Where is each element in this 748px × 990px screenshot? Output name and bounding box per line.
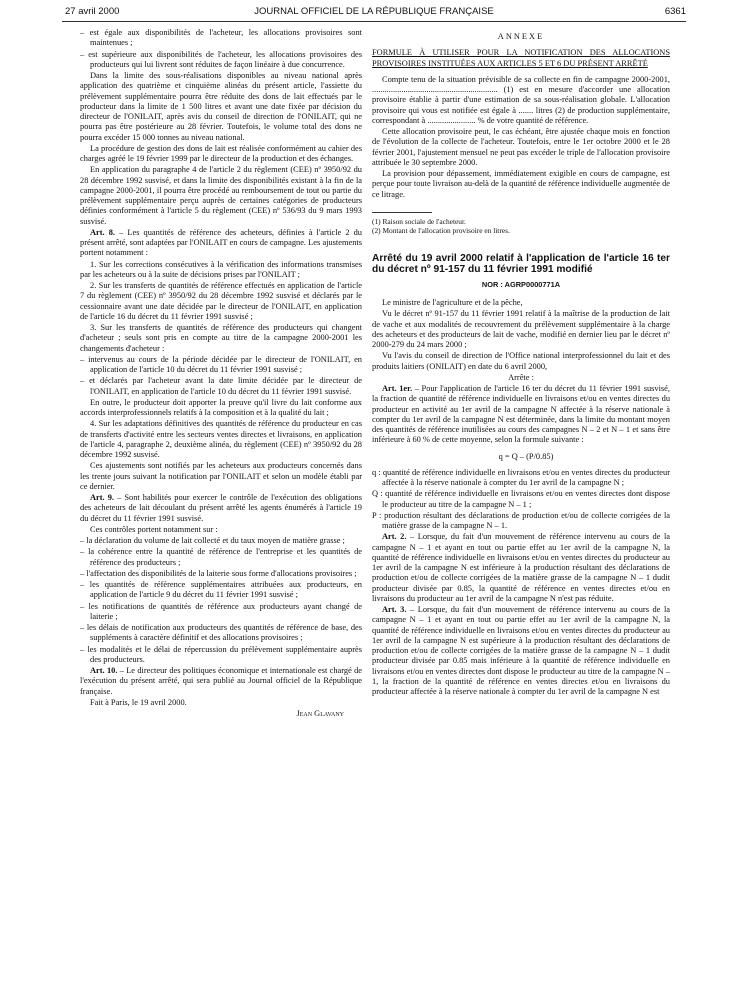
paragraph: La procédure de gestion des dons de lait est réalisée conformément au cahier des charges agréé le 19 février 1999 par le directeur de la production et des échanges.	[80, 143, 362, 163]
signature: Jean Glavany	[296, 709, 344, 718]
definition-item: q : quantité de référence individuelle en livraisons et/ou en ventes directes du producteur affectée à la réserve nationale à compter du 1er avril de la campagne N ;	[372, 467, 670, 487]
article-heading: Art. 2.	[382, 532, 407, 542]
list-item: – les notifications de quantités de référence aux producteurs ayant changé de laiterie ;	[80, 601, 362, 621]
article-paragraph	[372, 384, 670, 446]
article-text: – Lorsque, du fait d'un mouvement de référence intervenu au cours de la campagne N – 1 et ayant en tout ou partie effet au 1er avril de la campagne N, la quantité de référence individuelle en livraisons et/ou en ventes directes du producteur au 1er avril de la campagne N est supérieure à la production résultant des déclarations de production et/ou de collecte corrigées de la matière grasse de la campagne N – 1 dudit producteur divisée par 0.85 mais inférieure à la quantité de référence individuelle en livraisons et/ou en ventes directes dont dispose le producteur au titre de la campagne N – 1, la fraction de la quantité de référence en ventes directes et/ou en livraisons du producteur affectée à la réserve nationale à compter du 1er avril de la campagne N est	[372, 605, 670, 696]
list-item: – la cohérence entre la quantité de référence de l'entreprise et les quantités de référence des producteurs ;	[80, 547, 362, 567]
footnote-rule	[372, 212, 432, 213]
paragraph: Vu le décret nº 91-157 du 11 février 1991 relatif à la maîtrise de la production de lait de vache et aux modalités de recouvrement du prélèvement supplémentaire à la charge des acheteurs et des producteurs de lait de vache, modifié en dernier lieu par le décret nº 2000-279 du 24 mars 2000 ;	[372, 309, 670, 349]
article-paragraph	[372, 532, 670, 604]
paragraph: Ces contrôles portent notamment sur :	[90, 524, 218, 534]
paragraph: Fait à Paris, le 19 avril 2000.	[90, 697, 187, 707]
nor-reference: NOR : AGRP0000771A	[481, 279, 561, 289]
list-item: – intervenus au cours de la période décidée par le directeur de l'ONILAIT, en application de l'article 10 du décret du 11 février 1991 susvisé ;	[80, 354, 362, 374]
paragraph: En application du paragraphe 4 de l'article 2 du règlement (CEE) nº 3950/92 du 28 décembre 1992 susvisé, et dans la limite des disponibilités existant à la fin de la campagne 2000-2001, il pourra être procédé au remboursement de tout ou partie du prélèvement supplémentaire perçu auprès de certaines catégories de producteurs définies conformément à l'article 5 du règlement (CEE) nº 536/93 du 9 mars 1993 susvisé.	[80, 165, 362, 226]
header-date: 27 avril 2000	[65, 6, 120, 17]
list-item: – les délais de notification aux producteurs des quantités de référence de base, des suppléments à caractère définitif et des allocations provisoires ;	[80, 623, 362, 643]
article-text: – Pour l'application de l'article 16 ter du décret du 11 février 1991 susvisé, la fraction de quantité de référence individuelle en livraisons et/ou en ventes directes du producteur en activité au 1er avril de la campagne N affectée à la réserve nationale à compter du 1er avril de la campagne N est déterminée, dans la limite du montant moyen des quantités de référence inutilisées au cours des campagnes N – 2 et N – 1 et sans être inférieure à 60 % de cette moyenne, selon la formule suivante :	[372, 384, 670, 445]
paragraph: En outre, le producteur doit apporter la preuve qu'il livre du lait conforme aux accords interprofessionnels relatifs à la composition et à la qualité du lait ;	[80, 397, 362, 417]
article-text: – Les quantités de référence des acheteurs, définies à l'article 2 du présent arrêté, sont adaptées par l'ONILAIT en cours de campagne. Les ajustements portent notamment :	[80, 227, 362, 258]
article-text: – Le directeur des politiques économique et internationale est chargé de l'exécution du présent arrêté, qui sera publié au Journal officiel de la République française.	[80, 666, 362, 696]
article-paragraph	[372, 605, 670, 697]
header-title: JOURNAL OFFICIEL DE LA RÉPUBLIQUE FRANÇAISE	[254, 6, 494, 17]
list-item: – les quantités de référence supplémentaires attribuées aux producteurs, en application de l'article 9 du décret du 11 février 1991 susvisé ;	[80, 580, 362, 600]
arrete-title: Arrêté du 19 avril 2000 relatif à l'application de l'article 16 ter du décret nº 91-157 du 11 février 1991 modifié	[372, 252, 670, 276]
article-heading: Art. 10.	[90, 666, 118, 675]
list-item: – est égale aux disponibilités de l'acheteur, les allocations provisoires sont maintenues ;	[80, 28, 362, 48]
paragraph: Cette allocation provisoire peut, le cas échéant, être ajustée chaque mois en fonction de l'évolution de la collecte de l'acheteur. Toutefois, entre le 1er octobre 2000 et le 28 février 2001, l'ajustement mensuel ne peut pas excéder le triple de l'allocation provisoire attribuée le 30 septembre 2000.	[372, 127, 670, 167]
article-text: – Sont habilités pour exercer le contrôle de l'exécution des obligations des acheteurs de lait découlant du présent arrêté les agents énumérés à l'article 19 du décret du 11 février 1991 susvisé.	[80, 493, 362, 523]
paragraph: 2. Sur les transferts de quantités de référence effectués en application de l'article 7 du règlement (CEE) nº 3950/92 du 28 décembre 1992 susvisé et déclarés par le cessionnaire avant une date décidée par le directeur de l'ONILAIT, en application de l'article 16 du décret du 11 février 1991 susvisé ;	[80, 281, 362, 321]
article-heading: Art. 1er.	[382, 384, 413, 393]
list-item: – les modalités et le délai de répercussion du prélèvement supplémentaire auprès des producteurs.	[80, 644, 362, 664]
paragraph: Le ministre de l'agriculture et de la pêche,	[382, 298, 523, 307]
centered-line: Arrête :	[508, 372, 534, 382]
paragraph: 1. Sur les corrections consécutives à la vérification des informations transmises par les acheteurs ou à la suite de décisions prises par l'ONILAIT ;	[80, 259, 362, 279]
left-column	[80, 28, 362, 720]
arrete-body	[372, 298, 670, 697]
header-rule	[62, 21, 686, 22]
article-text: – Lorsque, du fait d'un mouvement de référence intervenu au cours de la campagne N – 1 et ayant en tout ou partie effet au 1er avril de la campagne N, la quantité de référence individuelle en livraisons et/ou en ventes directes du producteur au 1er avril de la campagne N est inférieure à la production résultant des déclarations de production et/ou de collecte corrigées de la matière grasse de la campagne N – 1 dudit producteur divisée par 0.85, la quantité de référence en ventes directes et/ou en livraisons du producteur au 1er avril de la campagne N n'est pas réduite.	[372, 532, 670, 603]
formule-heading: FORMULE À UTILISER POUR LA NOTIFICATION DES ALLOCATIONS PROVISOIRES INSTITUÉES AUX ARTICLES 5 ET 6 DU PRÉSENT ARRÊTÉ	[372, 48, 670, 68]
definition-item: P : production résultant des déclarations de production et/ou de collecte corrigées de la matière grasse de la campagne N – 1.	[372, 510, 670, 530]
list-item: – et déclarés par l'acheteur avant la date limite décidée par le directeur de l'ONILAIT, en application de l'article 10 du décret du 11 février 1991 susvisé.	[80, 376, 362, 396]
article-paragraph	[80, 666, 362, 697]
list-item: – l'affectation des disponibilités de la laiterie sous forme d'allocations provisoires ;	[80, 568, 357, 578]
annexe-body	[372, 75, 670, 200]
article-heading: Art. 9.	[90, 493, 115, 502]
article-paragraph	[80, 228, 362, 259]
paragraph: La provision pour dépassement, immédiatement exigible en cours de campagne, est perçue pour toute livraison au-delà de la quantité de référence individuelle augmentée de ce litrage.	[372, 169, 670, 199]
right-column	[372, 28, 670, 698]
formula: q = Q – (P/0.85)	[498, 451, 554, 461]
article-heading: Art. 8.	[90, 227, 116, 237]
list-item: – la déclaration du volume de lait collecté et du taux moyen de matière grasse ;	[80, 536, 345, 545]
paragraph: Compte tenu de la situation prévisible de sa collecte en fin de campagne 2000-2001, ............................................................ (1) est en mesure d'accorder une allocation provisoire établie à partir d'une estimation de sa sous-réalisation globale. L'allocation provisoire qui vous est notifiée est égale à ....... litres (2) de production supplémentaire, correspondant à ....................... % de votre quantité de référence.	[372, 74, 670, 125]
header-page-number: 6361	[664, 6, 686, 17]
paragraph: 3. Sur les transferts de quantités de référence des producteurs qui changent d'acheteur ; seuls sont pris en compte au titre de la campagne 2000-2001 les changements d'acheteur :	[80, 323, 362, 353]
paragraph: Dans la limite des sous-réalisations disponibles au niveau national après application des quatrième et cinquième alinéas du présent article, l'assiette du prélèvement supplémentaire pourra être réduite des dons de lait effectués par le producteur dans la limite de 1 500 litres et avant une date fixée par décision du directeur de l'ONILAIT, après avis du conseil de direction de l'ONILAIT, qui ne pourra pas être postérieure au 28 février. Toutefois, le volume total des dons ne pourra excéder 15 000 tonnes au niveau national.	[80, 71, 362, 142]
definition-item: Q : quantité de référence individuelle en livraisons et/ou en ventes directes dont dispose le producteur au titre de la campagne N – 1 ;	[372, 489, 670, 509]
footnote: (2) Montant de l'allocation provisoire en litres.	[372, 225, 510, 235]
paragraph: Vu l'avis du conseil de direction de l'Office national interprofessionnel du lait et des produits laitiers (ONILAIT) en date du 6 avril 2000,	[372, 351, 670, 371]
list-item: – est supérieure aux disponibilités de l'acheteur, les allocations provisoires des producteurs qui lui livrent sont réduites de façon linéaire à due concurrence.	[80, 49, 362, 69]
paragraph: Ces ajustements sont notifiés par les acheteurs aux producteurs concernés dans les trente jours suivant la notification par l'ONILAIT et selon un modèle établi par ce dernier.	[80, 461, 362, 491]
article-paragraph	[80, 493, 362, 524]
footnote: (1) Raison sociale de l'acheteur.	[372, 216, 466, 226]
annexe-heading: ANNEXE	[497, 32, 545, 41]
article-heading: Art. 3.	[382, 605, 407, 614]
paragraph: 4. Sur les adaptations définitives des quantités de référence du producteur en cas de transferts d'activité entre les secteurs ventes directes et livraisons, en application de l'article 4, paragraphe 2, deuxième alinéa, du règlement (CEE) nº 3950/92 du 28 décembre 1992 susvisé.	[80, 419, 362, 459]
